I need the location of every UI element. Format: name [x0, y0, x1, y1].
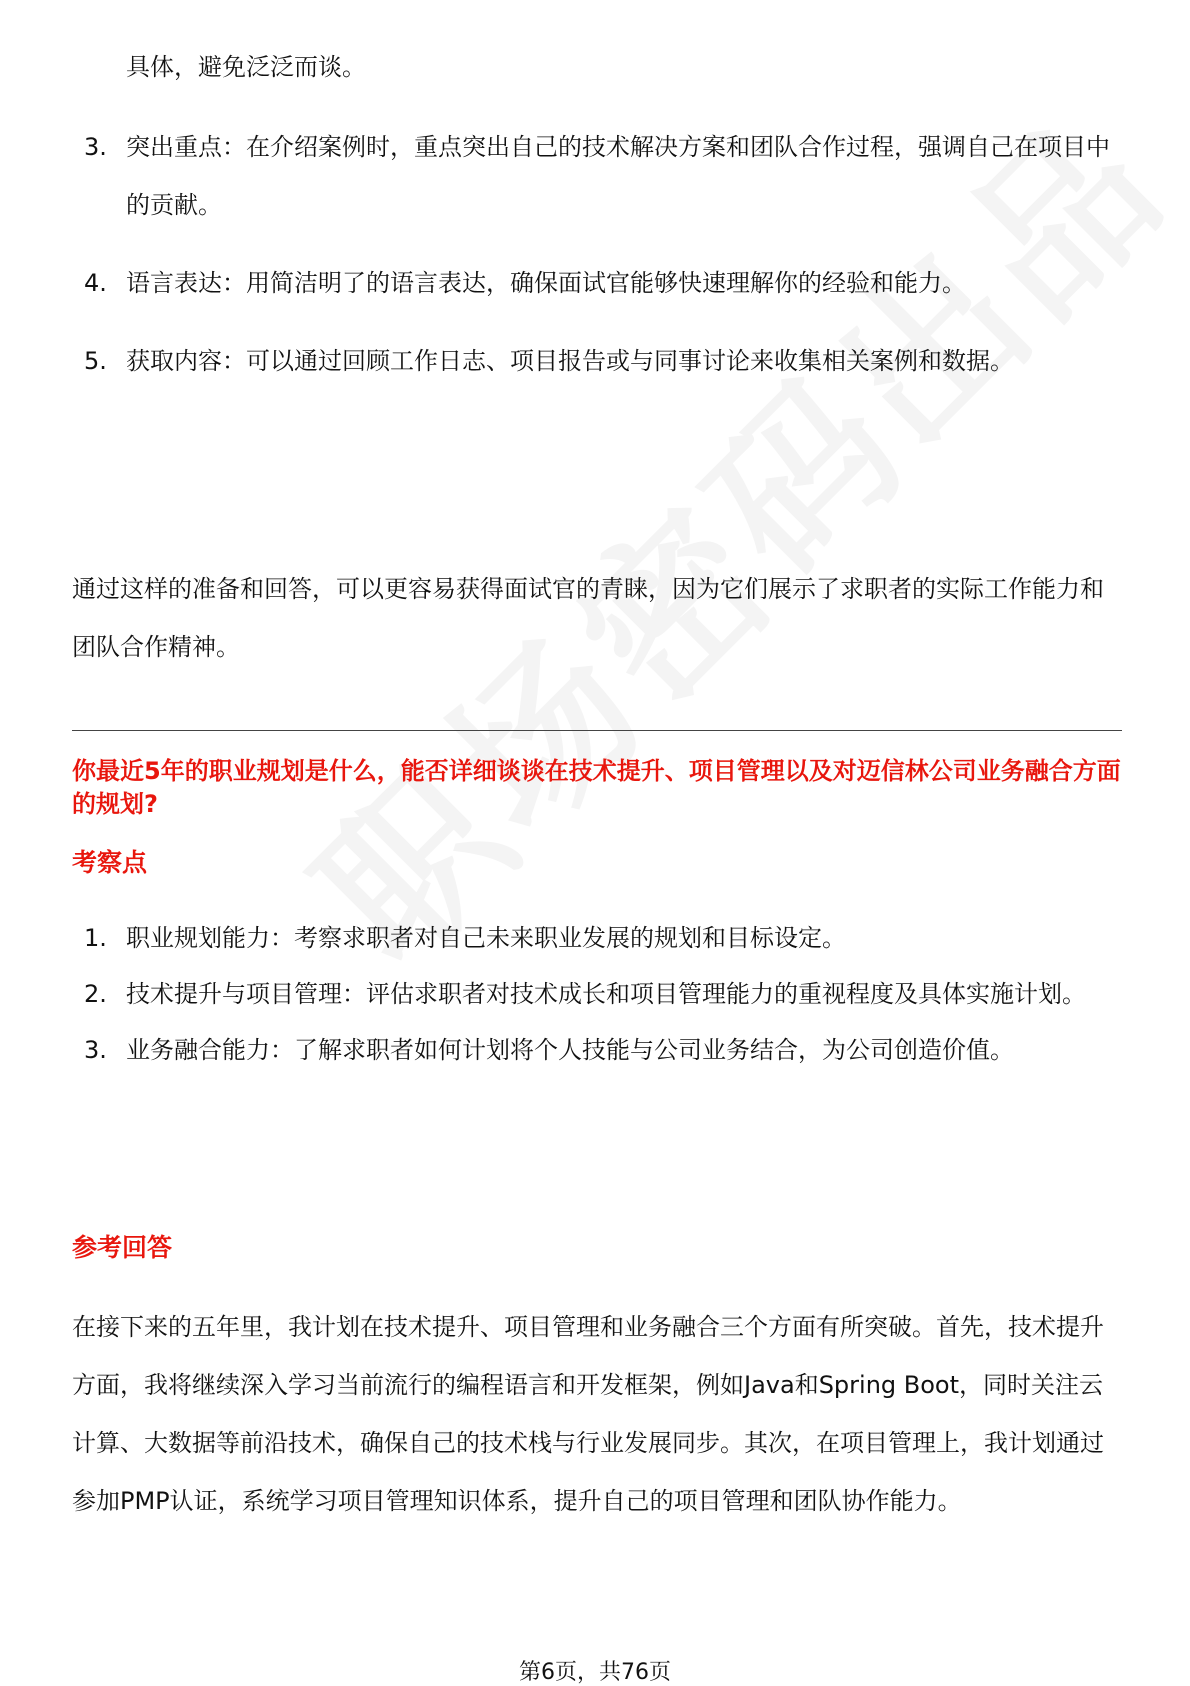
exam-points-list — [72, 910, 1122, 1078]
section-divider — [72, 730, 1122, 731]
prev-list — [72, 118, 1122, 390]
list-item-number: 3. — [84, 1036, 107, 1064]
list-item — [72, 254, 1122, 312]
continued-text: 具体，避免泛泛而谈。 — [126, 53, 366, 81]
list-item-number: 4. — [84, 269, 107, 297]
reference-answer-paragraph: 在接下来的五年里，我计划在技术提升、项目管理和业务融合三个方面有所突破。首先，技术提升方面，我将继续深入学习当前流行的编程语言和开发框架，例如Java和Spring Boot，同时关注云计算、大数据等前沿技术，确保自己的技术栈与行业发展同步。其次，在项目管理上，我计划通过参加PMP认证，系统学习项目管理知识体系，提升自己的项目管理和团队协作能力。 — [72, 1313, 1104, 1515]
page-number: 第6页，共76页 — [519, 1660, 671, 1685]
list-item-number: 3. — [84, 133, 107, 161]
conclusion-paragraph: 通过这样的准备和回答，可以更容易获得面试官的青睐，因为它们展示了求职者的实际工作能力和团队合作精神。 — [72, 575, 1104, 661]
reference-answer-heading: 参考回答 — [72, 1233, 173, 1262]
list-item-text: 突出重点：在介绍案例时，重点突出自己的技术解决方案和团队合作过程，强调自己在项目中的贡献。 — [126, 133, 1110, 219]
list-item-text: 职业规划能力：考察求职者对自己未来职业发展的规划和目标设定。 — [126, 924, 846, 952]
list-item — [72, 118, 1122, 234]
list-item-text: 获取内容：可以通过回顾工作日志、项目报告或与同事讨论来收集相关案例和数据。 — [126, 347, 1014, 375]
question-title: 你最近5年的职业规划是什么，能否详细谈谈在技术提升、项目管理以及对迈信林公司业务融合方面的规划? — [72, 757, 1121, 818]
page-footer — [0, 1655, 1190, 1686]
list-item-number: 5. — [84, 347, 107, 375]
list-item-text: 语言表达：用简洁明了的语言表达，确保面试官能够快速理解你的经验和能力。 — [126, 269, 966, 297]
list-item — [72, 966, 1122, 1022]
list-item — [72, 1022, 1122, 1078]
continued-line — [72, 38, 1122, 96]
list-item-number: 2. — [84, 980, 107, 1008]
list-item — [72, 910, 1122, 966]
list-item-text: 业务融合能力：了解求职者如何计划将个人技能与公司业务结合，为公司创造价值。 — [126, 1036, 1014, 1064]
list-item-text: 技术提升与项目管理：评估求职者对技术成长和项目管理能力的重视程度及具体实施计划。 — [126, 980, 1086, 1008]
list-item — [72, 332, 1122, 390]
exam-points-heading: 考察点 — [72, 848, 148, 877]
list-item-number: 1. — [84, 924, 107, 952]
